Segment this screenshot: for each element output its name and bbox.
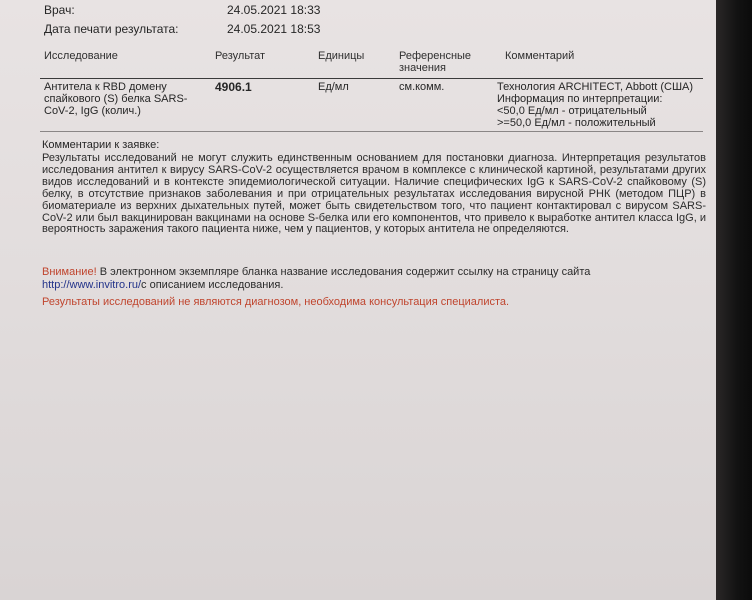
doctor-value: 24.05.2021 18:33 xyxy=(227,3,321,17)
test-name-line2: спайкового (S) белка SARS- xyxy=(44,93,188,105)
print-date-row xyxy=(44,22,320,36)
print-date-label: Дата печати результата: xyxy=(44,22,179,36)
cell-result: 4906.1 xyxy=(215,80,252,94)
electronic-copy-notice xyxy=(42,266,702,292)
cell-comment xyxy=(497,81,693,129)
cell-reference: см.комм. xyxy=(399,81,445,93)
doctor-row xyxy=(44,3,320,17)
header-comment: Комментарий xyxy=(505,50,575,62)
header-reference-line1: Референсные xyxy=(399,50,472,62)
comments-title: Комментарии к заявке: xyxy=(42,139,160,151)
table-divider-top xyxy=(40,78,703,79)
header-reference-line2: значения xyxy=(399,62,447,74)
comments-text: Результаты исследований не могут служить единственным основанием для постановки диагноза. Интерпретация результатов исследования антител к вирусу SARS-CoV-2 осуществляется врачом в комплексе с клинической картиной, результатами других видов исследований и в контексте эпидемиологической ситуации. Наличие специфических IgG к SARS-CoV-2 спайковому (S) белку, в отсутствие признаков заболевания и при отрицательных результатах исследования вирусной РНК (методом ПЦР) в биоматериале из верхних дыхательных путей, может быть свидетельством того, что пациент контактировал с вирусом SARS-CoV-2 или был вакцинирован вакцинами на основе S-белка или его компонентов, что привело к выработке антител класса IgG, и вероятность заражения такого пациента ниже, чем у пациентов, у которых антитела не определяются. xyxy=(42,152,706,236)
header-result: Результат xyxy=(215,50,266,62)
header-reference xyxy=(399,50,471,74)
table-divider-bottom xyxy=(40,131,703,132)
notice-text: В электронном экземпляре бланка название исследования содержит ссылку на страницу сайта xyxy=(96,266,591,278)
screen-edge xyxy=(716,0,752,600)
print-date-value: 24.05.2021 18:53 xyxy=(227,22,321,36)
warning-label: Внимание! xyxy=(42,266,97,278)
test-name-line1: Антитела к RBD домену xyxy=(44,81,167,93)
invitro-link[interactable]: http://www.invitro.ru/ xyxy=(42,279,142,291)
comment-line2: Информация по интерпретации: xyxy=(497,93,663,105)
test-name-line3: CoV-2, IgG (колич.) xyxy=(44,105,141,117)
comment-line3: <50,0 Ед/мл - отрицательный xyxy=(497,105,647,117)
comment-line4: >=50,0 Ед/мл - положительный xyxy=(497,117,656,129)
doctor-label: Врач: xyxy=(44,3,75,17)
comment-line1: Технология ARCHITECT, Abbott (США) xyxy=(497,81,694,93)
cell-units: Ед/мл xyxy=(318,81,349,93)
header-test: Исследование xyxy=(44,50,118,62)
disclaimer-text: Результаты исследований не являются диагнозом, необходима консультация специалиста. xyxy=(42,296,510,308)
notice-link-tail: с описанием исследования. xyxy=(141,279,284,291)
header-units: Единицы xyxy=(318,50,365,62)
cell-test-name xyxy=(44,81,187,117)
